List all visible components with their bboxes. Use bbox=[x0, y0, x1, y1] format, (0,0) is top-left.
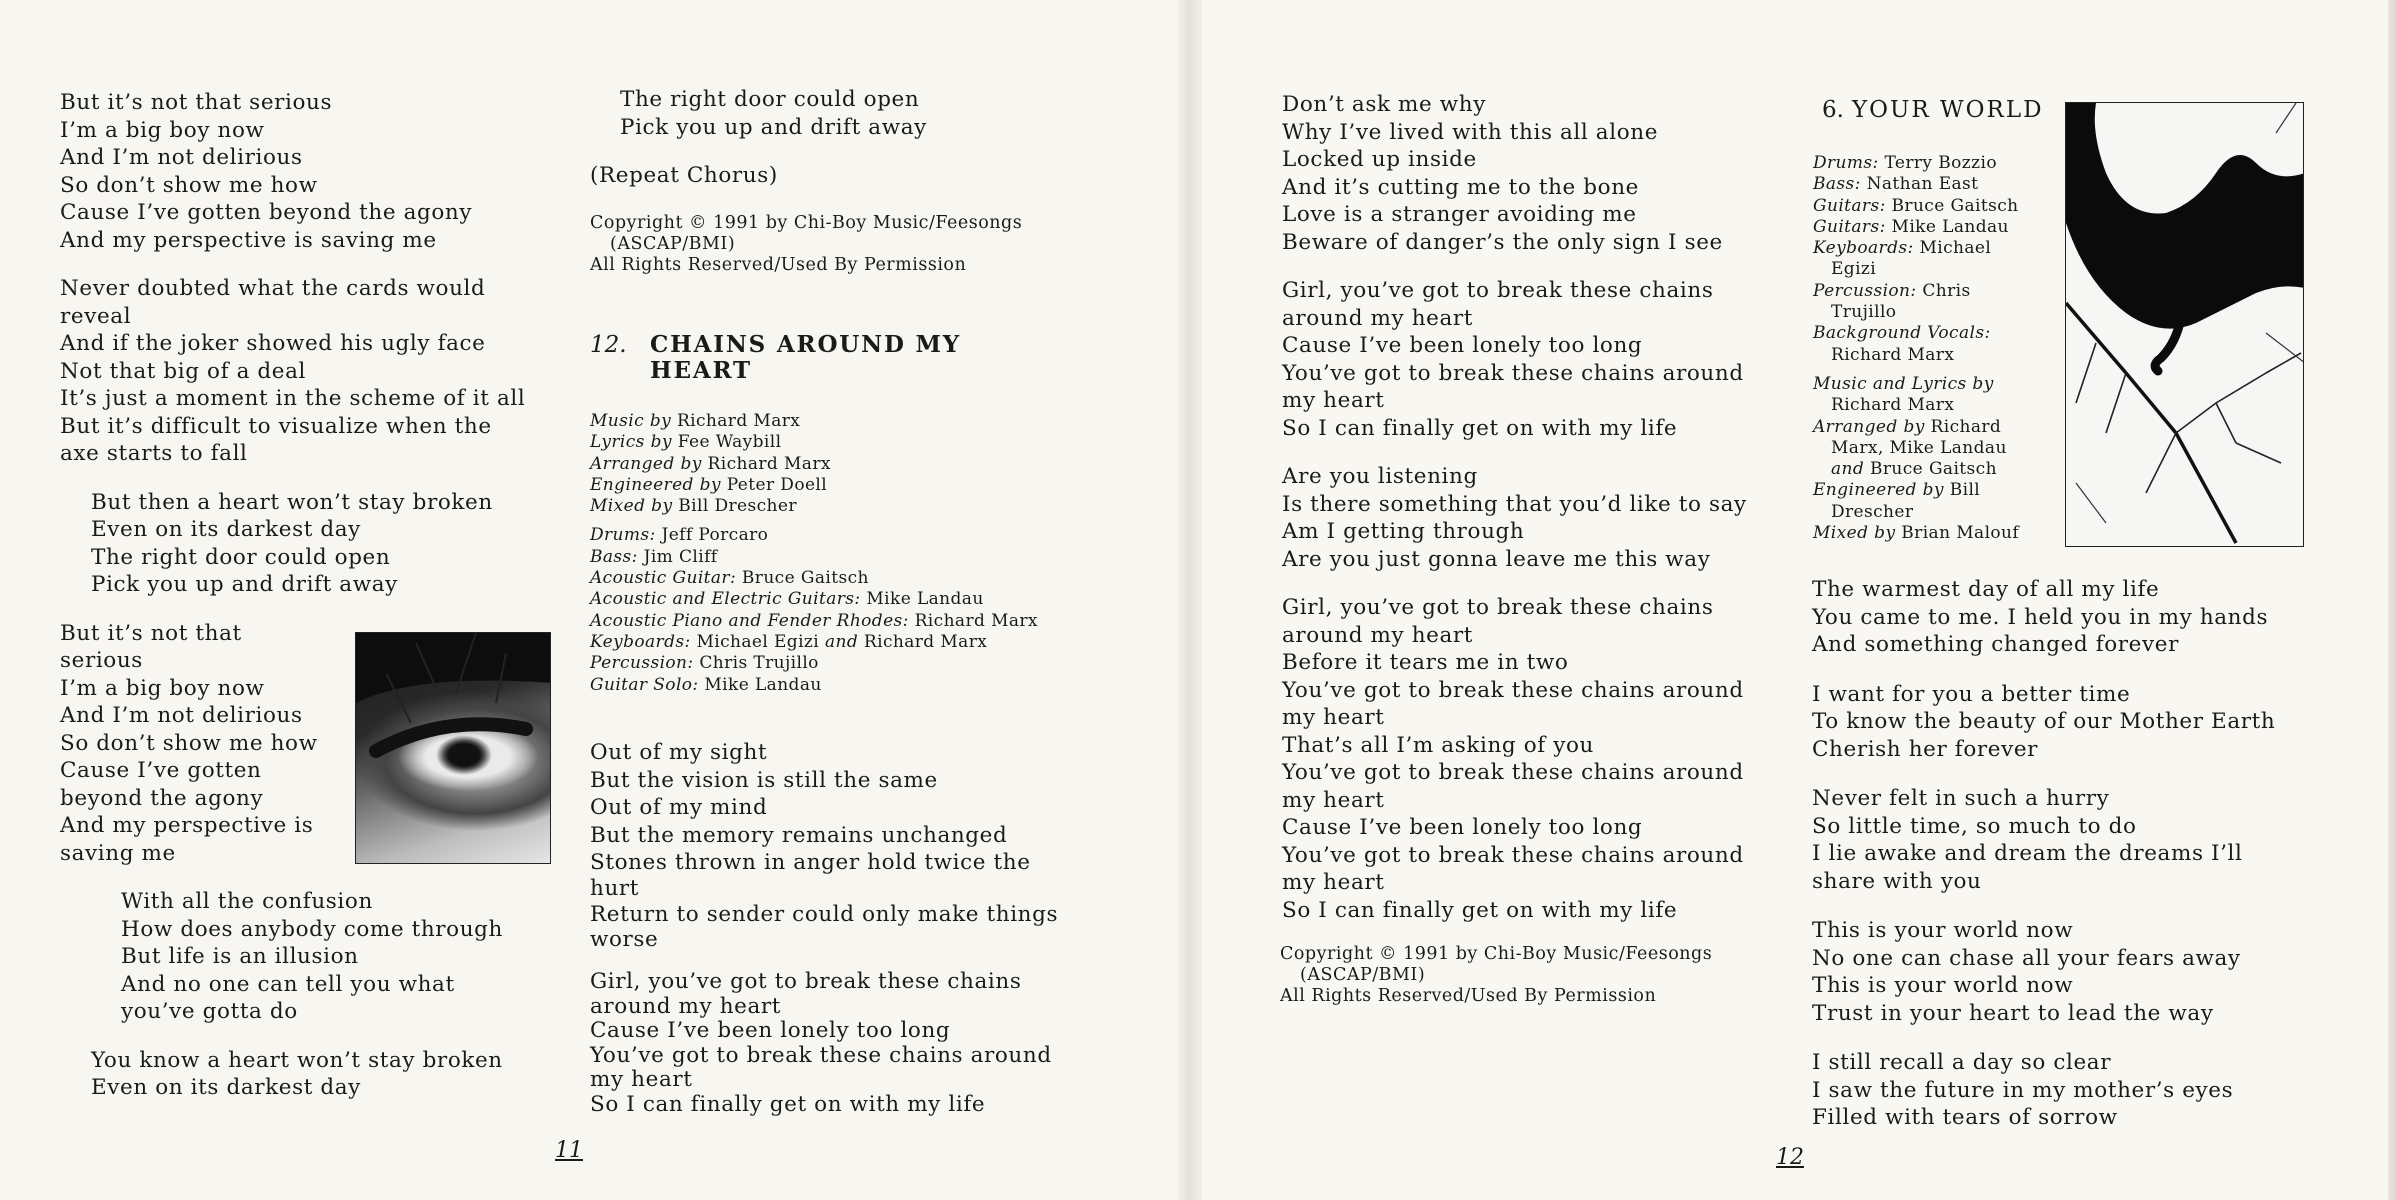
lyric-line: But then a heart won’t stay broken bbox=[91, 489, 493, 515]
credit-role: Music by bbox=[590, 411, 672, 431]
credit-line bbox=[590, 432, 1038, 453]
lyric-line: Stones thrown in anger hold twice the bbox=[590, 850, 1031, 875]
lyric-line: That’s all I’m asking of you bbox=[1282, 732, 1594, 758]
lyric-line: So I can finally get on with my life bbox=[1282, 415, 1678, 441]
copyright-line: Copyright © 1991 by Chi-Boy Music/Feesongs bbox=[1280, 944, 1713, 964]
lyric-line: my heart bbox=[1282, 705, 1385, 730]
credit-name: Mike Landau bbox=[866, 589, 984, 610]
lyric-line: Cause I’ve been lonely too long bbox=[590, 1018, 951, 1043]
credit-line bbox=[590, 454, 1038, 475]
credit-line bbox=[590, 632, 1038, 653]
credit-name: Jeff Porcaro bbox=[661, 525, 769, 546]
lyric-stanza bbox=[1812, 1049, 2275, 1132]
credit-line bbox=[1813, 153, 2019, 174]
copyright-line: Copyright © 1991 by Chi-Boy Music/Feesongs bbox=[590, 213, 1023, 233]
credit-name: Michael Egizi bbox=[696, 631, 820, 652]
credit-name: Nathan East bbox=[1866, 174, 1979, 195]
lyric-line: Filled with tears of sorrow bbox=[1812, 1105, 2118, 1130]
lyric-line: Cause I’ve gotten bbox=[60, 758, 262, 783]
lyric-line: The right door could open bbox=[91, 544, 391, 570]
credit-line bbox=[590, 496, 1038, 517]
credit-role: Drums: bbox=[1813, 153, 1879, 173]
credit-role: Keyboards: bbox=[1813, 238, 1914, 259]
lyric-line: around my heart bbox=[1282, 305, 1474, 331]
lyric-line: Why I’ve lived with this all alone bbox=[1282, 119, 1659, 145]
credit-role: Guitars: bbox=[1813, 216, 1886, 237]
credit-name: Marx, Mike Landau bbox=[1831, 437, 2007, 458]
credit-line bbox=[590, 653, 1038, 674]
lyric-line: Out of my sight bbox=[590, 740, 768, 765]
credit-role: Acoustic Piano and Fender Rhodes: bbox=[590, 610, 909, 631]
lyric-line: You came to me. I held you in my hands bbox=[1812, 604, 2269, 630]
lyric-line: This is your world now bbox=[1812, 918, 2074, 943]
credit-name: Fee Waybill bbox=[677, 432, 782, 453]
credit-and: and bbox=[824, 631, 859, 652]
credits-chains bbox=[590, 411, 1038, 704]
lyric-line: But it’s not that bbox=[60, 620, 242, 646]
lyric-line: This is your world now bbox=[1812, 973, 2074, 998]
credit-name: Jim Cliff bbox=[643, 546, 718, 567]
lyric-line: No one can chase all your fears away bbox=[1812, 945, 2241, 971]
credit-role: Percussion: bbox=[1813, 280, 1917, 301]
lyric-line: hurt bbox=[590, 875, 640, 901]
lyric-line: Even on its darkest day bbox=[91, 1075, 361, 1100]
lyric-line: I lie awake and dream the dreams I’ll bbox=[1812, 841, 2243, 866]
lyric-line: It’s just a moment in the scheme of it all bbox=[60, 386, 526, 411]
lyric-line: I still recall a day so clear bbox=[1812, 1050, 2112, 1075]
lyric-line: You’ve got to break these chains around bbox=[590, 1042, 1052, 1068]
lyric-stanza bbox=[60, 1047, 525, 1102]
credit-name: Chris Trujillo bbox=[699, 653, 819, 674]
lyric-line: serious bbox=[60, 648, 143, 673]
lyric-line: And if the joker showed his ugly face bbox=[60, 331, 486, 356]
credit-name: Richard Marx bbox=[707, 453, 831, 474]
lyric-stanza bbox=[1812, 917, 2275, 1027]
lyric-line: Not that big of a deal bbox=[60, 358, 307, 384]
lyric-line: beyond the agony bbox=[60, 785, 264, 811]
lyric-line: Never felt in such a hurry bbox=[1812, 786, 2110, 811]
credits-your-world bbox=[1813, 153, 2019, 552]
lyric-line: Even on its darkest day bbox=[91, 517, 361, 542]
credit-line bbox=[1813, 238, 2019, 259]
lyric-line: Don’t ask me why bbox=[1282, 92, 1486, 117]
lyric-stanza bbox=[590, 970, 1058, 1117]
lyric-line: Girl, you’ve got to break these chains bbox=[590, 969, 1022, 994]
credit-name: Drescher bbox=[1831, 501, 1914, 522]
credit-line bbox=[1813, 323, 2019, 344]
left-lyrics-column-2b bbox=[590, 739, 1058, 1138]
credit-name: Bill Drescher bbox=[678, 496, 797, 517]
credits-musicians bbox=[590, 525, 1038, 695]
lyric-line: around my heart bbox=[1282, 622, 1474, 648]
tree-branch-photo bbox=[2065, 102, 2304, 547]
lyric-line: With all the confusion bbox=[121, 889, 373, 914]
copyright-line: (ASCAP/BMI) bbox=[610, 234, 736, 254]
song-title: YOUR WORLD bbox=[1851, 97, 2044, 123]
credits-production bbox=[590, 411, 1038, 517]
lyric-line: you’ve gotta do bbox=[121, 999, 298, 1024]
credit-line bbox=[590, 675, 1038, 696]
lyric-line: The right door could open bbox=[620, 87, 920, 112]
lyric-line: To know the beauty of our Mother Earth bbox=[1812, 709, 2276, 734]
lyric-line: share with you bbox=[1812, 868, 1982, 894]
booklet-spine bbox=[1178, 0, 1202, 1200]
credit-line bbox=[590, 568, 1038, 589]
copyright-block-right bbox=[1280, 944, 1712, 1007]
lyric-line: So I can finally get on with my life bbox=[590, 1091, 986, 1117]
lyric-line: around my heart bbox=[590, 993, 782, 1019]
credit-role: Keyboards: bbox=[590, 631, 691, 652]
lyric-stanza bbox=[60, 275, 525, 468]
lyric-line: You know a heart won’t stay broken bbox=[91, 1047, 503, 1073]
lyric-line: my heart bbox=[1282, 870, 1385, 895]
lyric-line: And my perspective is bbox=[60, 813, 314, 838]
credit-role: Engineered by bbox=[1813, 480, 1944, 501]
lyric-line: But it’s difficult to visualize when the bbox=[60, 413, 492, 439]
lyric-stanza bbox=[1812, 785, 2275, 895]
lyric-line: You’ve got to break these chains around bbox=[1282, 677, 1744, 703]
credit-line-continued bbox=[1813, 302, 2019, 323]
credit-line bbox=[590, 525, 1038, 546]
lyric-line: Out of my mind bbox=[590, 795, 768, 820]
credit-name: Peter Doell bbox=[726, 474, 828, 495]
lyric-line: I’m a big boy now bbox=[60, 675, 265, 701]
lyric-line: You’ve got to break these chains around bbox=[1282, 760, 1744, 785]
right-lyrics-column-2 bbox=[1812, 576, 2275, 1153]
credit-role: Mixed by bbox=[590, 496, 673, 517]
credits-production bbox=[1813, 374, 2019, 544]
lyric-line: And I’m not delirious bbox=[60, 703, 303, 728]
credit-line bbox=[1813, 217, 2019, 238]
credit-line-continued bbox=[1813, 502, 2019, 523]
lyric-stanza bbox=[1282, 91, 1747, 256]
lyric-line: Cause I’ve gotten beyond the agony bbox=[60, 200, 473, 225]
lyric-line: You’ve got to break these chains around bbox=[1282, 842, 1744, 868]
lyric-line: But the memory remains unchanged bbox=[590, 822, 1008, 848]
lyric-line: my heart bbox=[1282, 787, 1385, 813]
booklet-edge bbox=[2388, 0, 2396, 1200]
lyric-stanza bbox=[1812, 681, 2275, 764]
lyric-line: Girl, you’ve got to break these chains bbox=[1282, 595, 1714, 620]
credit-role: Music and Lyrics by bbox=[1813, 373, 1994, 394]
credit-line bbox=[1813, 174, 2019, 195]
credit-name: Terry Bozzio bbox=[1884, 153, 1997, 173]
lyric-line: Cherish her forever bbox=[1812, 736, 2039, 762]
lyric-line: So little time, so much to do bbox=[1812, 813, 2137, 839]
lyric-line: Cause I’ve been lonely too long bbox=[1282, 333, 1643, 358]
lyric-line: reveal bbox=[60, 303, 132, 329]
song-title-line: CHAINS AROUND MY bbox=[650, 331, 961, 358]
credit-role: Mixed by bbox=[1813, 523, 1896, 544]
credit-role: Percussion: bbox=[590, 653, 694, 674]
lyric-line: Love is a stranger avoiding me bbox=[1282, 202, 1637, 227]
lyric-line: But it’s not that serious bbox=[60, 90, 333, 115]
right-lyrics-column-1 bbox=[1282, 91, 1747, 945]
lyric-line: So don’t show me how bbox=[60, 730, 318, 756]
lyric-stanza bbox=[1282, 277, 1747, 442]
credit-name: Bruce Gaitsch bbox=[741, 568, 869, 589]
lyric-stanza bbox=[60, 489, 525, 599]
credit-role: Arranged by bbox=[590, 453, 702, 474]
credit-line bbox=[1813, 480, 2019, 501]
credit-name: Richard Marx bbox=[1831, 395, 1955, 416]
repeat-chorus-note bbox=[590, 162, 778, 190]
credit-line bbox=[590, 589, 1038, 610]
credit-role: Guitar Solo: bbox=[590, 674, 699, 695]
credit-name: Bruce Gaitsch bbox=[1869, 459, 1997, 480]
page-number-right: 12 bbox=[1776, 1145, 1804, 1170]
lyric-line: You’ve got to break these chains around bbox=[1282, 360, 1744, 386]
copyright-block-left bbox=[590, 213, 1022, 276]
song-title-line: HEART bbox=[650, 357, 752, 384]
credit-name: Bill bbox=[1949, 480, 1981, 501]
lyric-line: But life is an illusion bbox=[121, 944, 359, 969]
lyric-line: I want for you a better time bbox=[1812, 681, 2131, 707]
lyric-stanza bbox=[620, 86, 927, 141]
credit-role: Guitars: bbox=[1813, 195, 1886, 216]
lyric-line: And no one can tell you what bbox=[121, 971, 455, 997]
left-lyrics-column-1 bbox=[60, 89, 525, 1123]
credit-name: Michael bbox=[1919, 238, 1992, 259]
credit-line bbox=[1813, 196, 2019, 217]
repeat-chorus-text: (Repeat Chorus) bbox=[590, 163, 778, 188]
lyric-line: I saw the future in my mother’s eyes bbox=[1812, 1077, 2234, 1103]
lyric-line: Are you listening bbox=[1282, 464, 1478, 489]
credit-line bbox=[1813, 417, 2019, 438]
song-heading-chains bbox=[590, 332, 961, 384]
lyric-line: Return to sender could only make things bbox=[590, 901, 1059, 927]
song-number: 6. bbox=[1822, 97, 1844, 123]
lyric-line: The warmest day of all my life bbox=[1812, 577, 2160, 602]
lyric-line: my heart bbox=[1282, 388, 1385, 413]
credit-name: Mike Landau bbox=[704, 674, 822, 695]
credit-role: Bass: bbox=[1813, 174, 1861, 195]
eye-photo bbox=[355, 632, 551, 864]
lyric-line: Beware of danger’s the only sign I see bbox=[1282, 229, 1723, 255]
lyric-stanza bbox=[1282, 594, 1747, 924]
lyric-line: worse bbox=[590, 927, 659, 952]
lyric-line: Are you just gonna leave me this way bbox=[1282, 546, 1711, 572]
lyric-line: Pick you up and drift away bbox=[91, 572, 398, 597]
credit-name: Chris bbox=[1922, 280, 1971, 301]
credit-line bbox=[590, 475, 1038, 496]
credit-role: Lyrics by bbox=[590, 432, 672, 453]
credit-role: Arranged by bbox=[1813, 416, 1925, 437]
credit-line bbox=[1813, 374, 2019, 395]
credit-role: Acoustic and Electric Guitars: bbox=[590, 589, 861, 610]
lyric-line: So I can finally get on with my life bbox=[1282, 897, 1678, 923]
credits-musicians bbox=[1813, 153, 2019, 366]
lyric-line: Pick you up and drift away bbox=[620, 114, 927, 140]
credit-name: Richard Marx bbox=[914, 610, 1038, 631]
lyric-line: Girl, you’ve got to break these chains bbox=[1282, 278, 1714, 303]
copyright-line: All Rights Reserved/Used By Permission bbox=[1280, 986, 1657, 1006]
credit-role: Drums: bbox=[590, 525, 656, 546]
credit-line bbox=[1813, 281, 2019, 302]
credit-name: Bruce Gaitsch bbox=[1891, 195, 2019, 216]
lyric-stanza bbox=[1812, 576, 2275, 659]
lyric-line: Am I getting through bbox=[1282, 519, 1525, 544]
lyric-line: And something changed forever bbox=[1812, 632, 2179, 657]
credit-name: Mike Landau bbox=[1891, 216, 2009, 237]
lyric-line: How does anybody come through bbox=[121, 916, 503, 942]
credit-name: Egizi bbox=[1831, 259, 1877, 280]
lyric-line: Is there something that you’d like to say bbox=[1282, 491, 1747, 517]
lyric-stanza bbox=[60, 89, 525, 254]
lyric-stanza bbox=[1282, 463, 1747, 573]
lyric-line: axe starts to fall bbox=[60, 441, 248, 466]
credit-role: Engineered by bbox=[590, 474, 721, 495]
lyric-line: Never doubted what the cards would bbox=[60, 276, 486, 301]
lyric-line: I’m a big boy now bbox=[60, 117, 265, 143]
lyric-line: my heart bbox=[590, 1067, 693, 1092]
credit-name: Richard bbox=[1930, 416, 2002, 437]
credit-name: Richard Marx bbox=[676, 411, 801, 431]
credit-line-continued bbox=[1813, 345, 2019, 366]
song-title bbox=[650, 332, 961, 384]
lyric-line: Cause I’ve been lonely too long bbox=[1282, 815, 1643, 840]
lyric-line: So don’t show me how bbox=[60, 172, 318, 198]
lyric-line: But the vision is still the same bbox=[590, 767, 938, 793]
credit-line bbox=[590, 611, 1038, 632]
credit-line-continued bbox=[1813, 438, 2019, 481]
credit-name: Brian Malouf bbox=[1901, 523, 2020, 544]
copyright-line: (ASCAP/BMI) bbox=[1300, 965, 1426, 985]
left-lyrics-column-2 bbox=[620, 86, 927, 162]
lyric-line: And my perspective is saving me bbox=[60, 227, 437, 253]
lyric-line: And I’m not delirious bbox=[60, 145, 303, 170]
credit-name: Richard Marx bbox=[863, 631, 988, 652]
credit-line-continued bbox=[1813, 395, 2019, 416]
lyric-line: And it’s cutting me to the bone bbox=[1282, 174, 1639, 200]
credit-line bbox=[1813, 523, 2019, 544]
credit-line bbox=[590, 411, 1038, 432]
lyric-line: Before it tears me in two bbox=[1282, 650, 1569, 675]
lyric-line: Locked up inside bbox=[1282, 147, 1477, 172]
copyright-line: All Rights Reserved/Used By Permission bbox=[590, 255, 967, 275]
credit-line-continued bbox=[1831, 459, 2019, 480]
credit-line-continued bbox=[1813, 259, 2019, 280]
credit-and: and bbox=[1831, 459, 1865, 480]
song-number: 12. bbox=[590, 332, 627, 358]
credit-role: Acoustic Guitar: bbox=[590, 568, 737, 589]
credit-role: Background Vocals: bbox=[1813, 323, 1991, 344]
credit-line bbox=[590, 547, 1038, 568]
credit-role: Bass: bbox=[590, 546, 638, 567]
lyric-stanza bbox=[60, 888, 525, 1026]
credit-name: Trujillo bbox=[1831, 302, 1897, 323]
lyric-line: saving me bbox=[60, 840, 176, 866]
credit-name: Richard Marx bbox=[1831, 344, 1955, 365]
lyric-line: Trust in your heart to lead the way bbox=[1812, 1000, 2214, 1026]
song-heading-your-world bbox=[1822, 97, 2044, 123]
lyric-stanza bbox=[590, 739, 1058, 952]
page-number-left: 11 bbox=[555, 1138, 583, 1163]
